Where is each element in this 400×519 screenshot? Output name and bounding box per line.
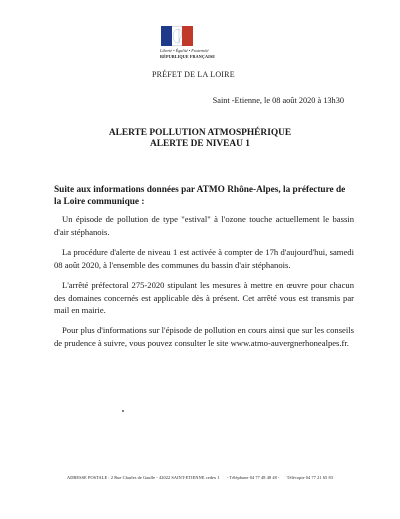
- paragraph-arrete: [54, 279, 354, 317]
- logo-republic: RÉPUBLIQUE FRANÇAISE: [160, 54, 216, 59]
- paragraph-info-text: Pour plus d'informations sur l'épisode de pollution en cours ainsi que sur les conseils de prudence à suivre, vous pouvez consulter le site www.atmo-auvergnerhonealpes.fr.: [54, 325, 354, 348]
- scan-speck: [122, 410, 124, 412]
- alert-level: ALERTE DE NIVEAU 1: [150, 139, 250, 149]
- footer-phone: - Téléphone 04 77 48 48 48 -: [226, 475, 280, 480]
- paragraph-info: [54, 324, 354, 349]
- alert-title: ALERTE POLLUTION ATMOSPHÉRIQUE: [108, 128, 292, 138]
- footer-address: [0, 475, 400, 480]
- footer-postal-address: ADRESSE POSTALE : 2 Rue Charles de Gaulle - 42022 SAINT-ETIENNE cedex 1: [67, 475, 220, 480]
- paragraph-arrete-text: L'arrêté préfectoral 275-2020 stipulant les mesures à mettre en œuvre pour chacun des domaines concernés est applicable dès à présent. Cet arrêté vous est transmis par mail en mairie.: [54, 280, 354, 315]
- paragraph-procedure-text: La procédure d'alerte de niveau 1 est activée à compter de 17h d'aujourd'hui, samedi 08 août 2020, à l'ensemble des communes du bassin d'air stéphanois.: [54, 247, 354, 270]
- intro-paragraph: Suite aux informations données par ATMO Rhône-Alpes, la préfecture de la Loire communique :: [54, 185, 346, 207]
- dateline: Saint -Etienne, le 08 août 2020 à 13h30: [212, 96, 344, 105]
- marianne-profile-icon: [170, 28, 184, 44]
- footer-fax: Télécopie 04 77 21 65 83: [286, 475, 333, 480]
- logo-motto: Liberté • Égalité • Fraternité: [160, 48, 209, 53]
- paragraph-episode-text: Un épisode de pollution de type "estival" à l'ozone touche actuellement le bassin d'air stéphanois.: [54, 214, 354, 237]
- paragraph-episode: [54, 213, 354, 238]
- marianne-logo: [160, 26, 218, 66]
- paragraph-procedure: [54, 246, 354, 271]
- prefet-heading: PRÉFET DE LA LOIRE: [152, 70, 235, 79]
